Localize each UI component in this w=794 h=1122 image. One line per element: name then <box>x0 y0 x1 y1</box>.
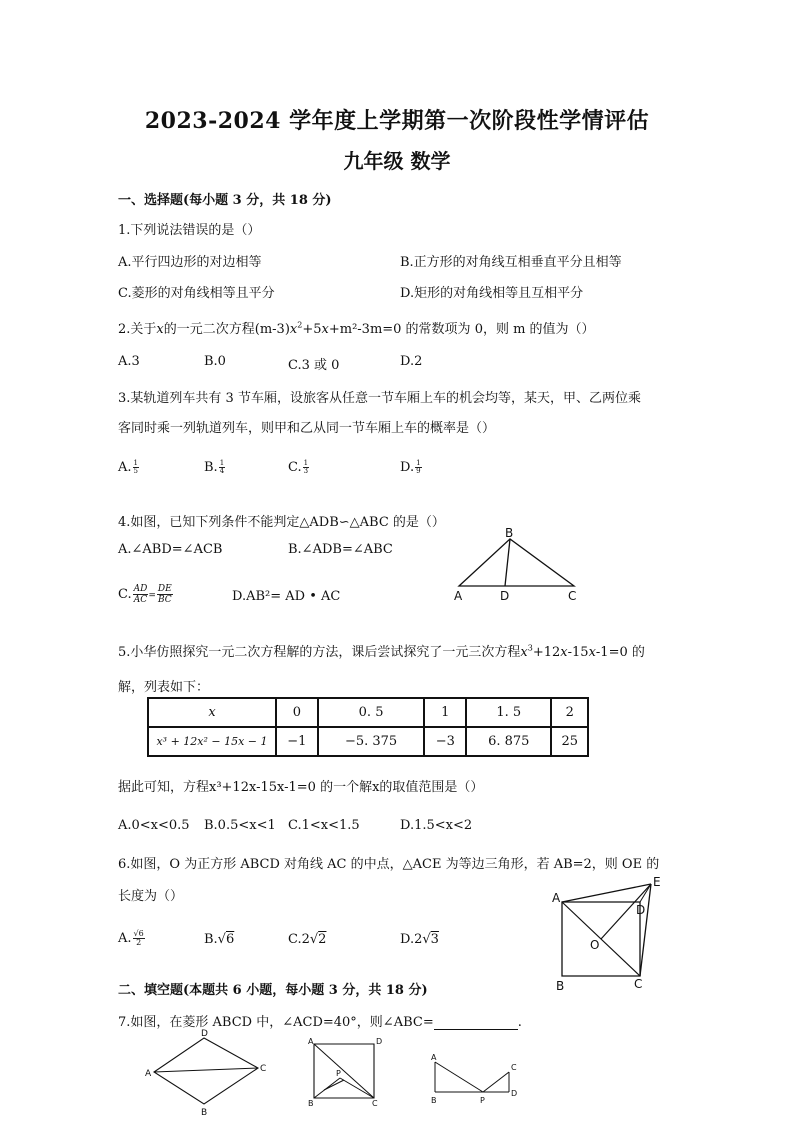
label-c: C <box>260 1064 267 1074</box>
q6-option-a: A. $\frac{√6}{2}$ <box>118 929 144 947</box>
q1-stem: 1.下列说法错误的是（） <box>118 223 261 238</box>
q3-option-c: C. $\frac{1}{3}$ <box>288 459 309 475</box>
segment-bd <box>505 539 510 586</box>
q4-triangle-figure <box>450 525 590 605</box>
q1-option-d: D.矩形的对角线相等且互相平分 <box>400 286 584 301</box>
label-c: C <box>511 1063 517 1072</box>
table-row <box>148 698 588 727</box>
diagonal-ac <box>154 1068 258 1072</box>
q2-option-a: A.3 <box>118 354 140 369</box>
label-b: B <box>505 526 514 540</box>
q4-option-b: B.∠ADB=∠ABC <box>288 542 393 557</box>
q5-stem-line3: 据此可知，方程x³+12x-15x-1=0 的一个解x的取值范围是（） <box>118 780 484 795</box>
label-a: A <box>431 1053 437 1062</box>
q4-option-c: C. $\frac{AD}{AC}$ = $\frac{DE}{BC}$ <box>118 584 172 605</box>
q6-stem-line2: 长度为（） <box>118 889 184 904</box>
q6-option-d: D.2√3 <box>400 932 439 947</box>
q5-stem-line1: 5.小华仿照探究一元二次方程解的方法，课后尝试探究了一元三次方程$x^3+12x-15x-1=0$ 的 <box>118 643 645 660</box>
q6-option-b: B.√6 <box>204 932 235 947</box>
segment-pc <box>340 1078 374 1098</box>
label-b: B <box>201 1108 208 1118</box>
segment-pc <box>483 1072 509 1092</box>
table-cell: 0 <box>276 698 318 727</box>
table-cell: 2 <box>551 698 588 727</box>
q2-option-c: C.3 或 0 <box>288 358 340 373</box>
page-subtitle: 九年级 数学 <box>343 149 451 173</box>
label-a: A <box>454 589 463 603</box>
label-e: E <box>653 875 661 889</box>
q5-option-a: A.0<x<0.5 <box>118 818 190 833</box>
label-c: C <box>568 589 577 603</box>
label-a: A <box>308 1037 314 1046</box>
q7-rhombus-figure <box>142 1028 272 1122</box>
q4-stem: 4.如图，已知下列条件不能判定△ADB∽△ABC 的是（） <box>118 515 445 530</box>
q3-stem-line2: 客同时乘一列轨道列车，则甲和乙从同一节车厢上车的概率是（） <box>118 421 496 436</box>
table-cell: 0. 5 <box>318 698 425 727</box>
label-d: D <box>500 589 510 603</box>
section-heading-choice: 一、选择题(每小题 3 分，共 18 分) <box>118 193 332 208</box>
label-c: C <box>372 1099 378 1108</box>
table-cell: x³ + 12x² − 15x − 1 <box>148 727 276 756</box>
label-a: A <box>145 1069 152 1079</box>
triangle-abc <box>459 539 574 586</box>
q7-path-figure <box>425 1050 535 1122</box>
segment-ap <box>435 1062 483 1092</box>
table-cell: −5. 375 <box>318 727 425 756</box>
table-cell: x <box>148 698 276 727</box>
label-b: B <box>431 1096 437 1105</box>
label-d: D <box>376 1037 383 1046</box>
segment-ec <box>640 884 651 976</box>
q1-option-c: C.菱形的对角线相等且平分 <box>118 286 275 301</box>
table-cell: 1. 5 <box>466 698 551 727</box>
table-cell: 25 <box>551 727 588 756</box>
q5-stem-line2: 解，列表如下： <box>118 680 210 695</box>
label-b: B <box>308 1099 314 1108</box>
q3-option-a: A. $\frac{1}{5}$ <box>118 459 138 475</box>
q7-square-p-figure <box>300 1034 390 1122</box>
label-p: P <box>336 1069 341 1078</box>
section-heading-fill: 二、填空题(本题共 6 小题，每小题 3 分，共 18 分) <box>118 983 428 998</box>
q6-option-c: C.2√2 <box>288 932 327 947</box>
answer-blank[interactable] <box>434 1017 518 1030</box>
label-c: C <box>634 977 643 991</box>
q2-option-b: B.0 <box>204 354 226 369</box>
q2-option-d: D.2 <box>400 354 423 369</box>
label-d: D <box>511 1089 518 1098</box>
page-title: 2023-2024 学年度上学期第一次阶段性学情评估 <box>144 108 650 134</box>
q3-option-b: B. $\frac{1}{4}$ <box>204 459 225 475</box>
label-b: B <box>556 979 565 993</box>
q2-stem: 2.关于x的一元二次方程$(m-3)x^2+5x+m^2-3m=0$ 的常数项为 0，则 m 的值为（） <box>118 320 595 337</box>
table-cell: −3 <box>424 727 466 756</box>
segment-inner <box>324 1080 344 1090</box>
q5-option-d: D.1.5<x<2 <box>400 818 473 833</box>
table-cell: 1 <box>424 698 466 727</box>
q5-option-c: C.1<x<1.5 <box>288 818 360 833</box>
q3-option-d: D. $\frac{1}{9}$ <box>400 459 421 475</box>
label-d: D <box>201 1029 208 1039</box>
table-row <box>148 727 588 756</box>
label-a: A <box>552 891 561 905</box>
q7-stem: 7.如图，在菱形 ABCD 中，∠ACD=40°，则∠ABC= . <box>118 1015 522 1030</box>
table-cell: −1 <box>276 727 318 756</box>
q3-stem-line1: 3.某轨道列车共有 3 节车厢，设旅客从任意一节车厢上车的机会均等，某天，甲、乙两位乘 <box>118 391 641 406</box>
q6-square-figure <box>548 872 672 994</box>
q5-value-table <box>147 697 589 757</box>
diagonal <box>314 1044 374 1098</box>
table-cell: 6. 875 <box>466 727 551 756</box>
q1-option-b: B.正方形的对角线互相垂直平分且相等 <box>400 255 622 270</box>
q5-option-b: B.0.5<x<1 <box>204 818 276 833</box>
q1-option-a: A.平行四边形的对边相等 <box>118 255 262 270</box>
q6-stem-line1: 6.如图，O 为正方形 ABCD 对角线 AC 的中点，△ACE 为等边三角形，若 AB=2，则 OE 的 <box>118 857 660 872</box>
label-o: O <box>590 938 600 952</box>
q4-option-d: D.AB²= AD • AC <box>232 589 341 604</box>
label-p: P <box>480 1096 485 1105</box>
q4-option-a: A.∠ABD=∠ACB <box>118 542 223 557</box>
label-d: D <box>636 903 646 917</box>
